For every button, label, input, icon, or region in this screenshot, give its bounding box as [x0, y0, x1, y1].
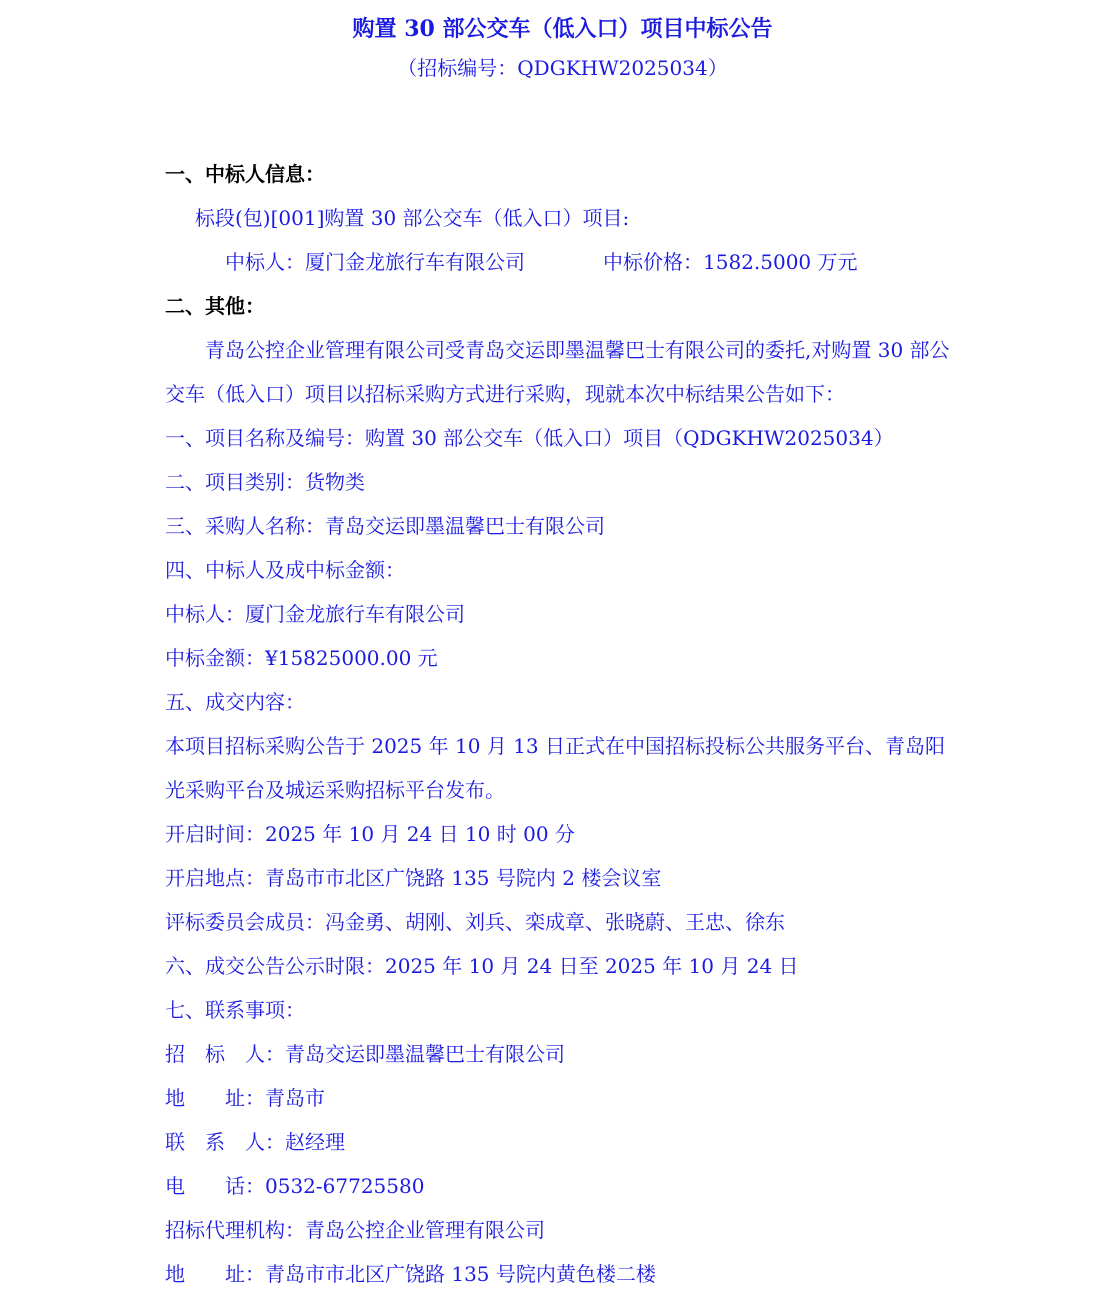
winner-price-line — [165, 240, 960, 284]
body-line-agency-address: 地 址：青岛市市北区广饶路 135 号院内黄色楼二楼 — [165, 1262, 656, 1286]
body-line-project-category: 二、项目类别：货物类 — [165, 470, 365, 494]
body-line-purchaser-name: 三、采购人名称：青岛交运即墨温馨巴士有限公司 — [165, 514, 605, 538]
body-line-tenderer: 招 标 人：青岛交运即墨温馨巴士有限公司 — [165, 1042, 565, 1066]
intro-paragraph: 青岛公控企业管理有限公司受青岛交运即墨温馨巴士有限公司的委托,对购置 30 部公交车（低入口）项目以招标采购方式进行采购，现就本次中标结果公告如下： — [165, 338, 950, 406]
body-line-contact-heading: 七、联系事项： — [165, 998, 305, 1022]
body-line-open-location: 开启地点：青岛市市北区广饶路 135 号院内 2 楼会议室 — [165, 866, 662, 890]
body-line-project-name: 一、项目名称及编号：购置 30 部公交车（低入口）项目（QDGKHW2025034） — [165, 426, 894, 450]
body-line-announcement-platforms: 本项目招标采购公告于 2025 年 10 月 13 日正式在中国招标投标公共服务平台、青岛阳光采购平台及城运采购招标平台发布。 — [165, 734, 945, 802]
lot-line: 标段(包)[001]购置 30 部公交车（低入口）项目: — [195, 206, 630, 230]
body-line-winner-amount-heading: 四、中标人及成中标金额： — [165, 558, 405, 582]
body-line-contact-phone: 电 话：0532-67725580 — [165, 1174, 425, 1198]
body-line-contact-person: 联 系 人：赵经理 — [165, 1130, 345, 1154]
body-line-tenderer-address: 地 址：青岛市 — [165, 1086, 325, 1110]
body-line-agency-name: 招标代理机构：青岛公控企业管理有限公司 — [165, 1218, 545, 1242]
body-line-winner-name: 中标人：厦门金龙旅行车有限公司 — [165, 602, 465, 626]
winner-name: 中标人：厦门金龙旅行车有限公司 — [225, 250, 525, 274]
section-heading-winner-info: 一、中标人信息： — [165, 162, 325, 186]
body-line-evaluation-committee: 评标委员会成员：冯金勇、胡刚、刘兵、栾成章、张晓蔚、王忠、徐东 — [165, 910, 785, 934]
body-line-open-time: 开启时间：2025 年 10 月 24 日 10 时 00 分 — [165, 822, 575, 846]
winner-price: 中标价格：1582.5000 万元 — [603, 250, 858, 274]
page-title: 购置 30 部公交车（低入口）项目中标公告 — [352, 16, 773, 42]
body-line-publicity-period: 六、成交公告公示时限：2025 年 10 月 24 日至 2025 年 10 月 24 日 — [165, 954, 799, 978]
body-line-deal-content-heading: 五、成交内容： — [165, 690, 305, 714]
body-line-winner-amount: 中标金额：¥15825000.00 元 — [165, 646, 438, 670]
tender-number-subtitle: （招标编号：QDGKHW2025034） — [397, 56, 728, 80]
section-heading-other: 二、其他： — [165, 294, 265, 318]
